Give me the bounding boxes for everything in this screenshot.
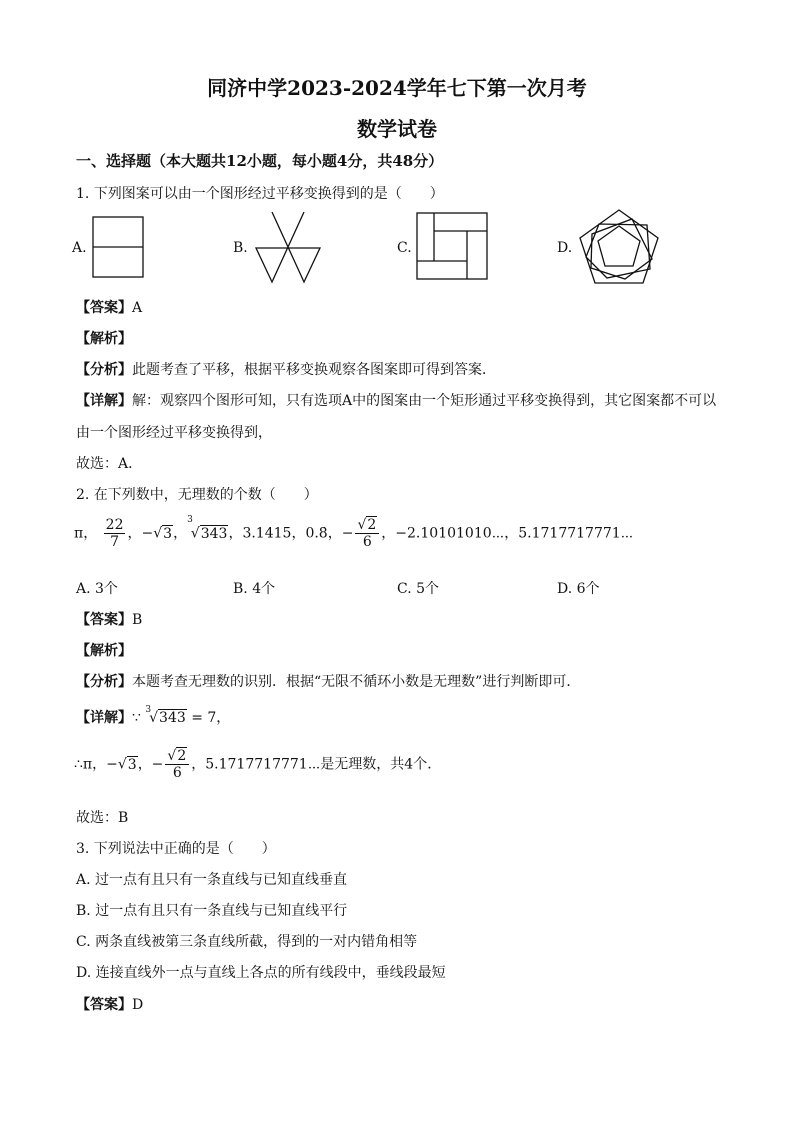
q2-option-d: D. 6个	[557, 581, 600, 597]
fraction-22-7: $\frac{22}{7}$	[105, 517, 124, 551]
fraction-sqrt2-6-conclusion: $\frac{√2}{6}$	[165, 748, 189, 781]
q1-option-a-label: A.	[72, 240, 87, 256]
q3-option-b: B. 过一点有且只有一条直线与已知直线平行	[76, 903, 348, 919]
q3-answer: 【答案】D	[76, 997, 144, 1013]
q3-option-c: C. 两条直线被第三条直线所截，得到的一对内错角相等	[76, 934, 418, 950]
page-subtitle: 数学试卷	[357, 117, 437, 141]
q2-option-a: A. 3个	[76, 581, 118, 597]
page-title: 同济中学2023-2024学年七下第一次月考	[207, 76, 587, 100]
q2-choose: 故选：B	[76, 810, 129, 826]
q1-choose: 故选：A．	[76, 456, 143, 472]
q3-stem: 3. 下列说法中正确的是（ ）	[76, 841, 276, 857]
q1-answer: 【答案】A	[76, 300, 143, 316]
q2-answer: 【答案】B	[76, 612, 143, 628]
q1-figure-b	[250, 208, 326, 286]
section-heading: 一、选择题（本大题共12小题，每小题4分，共48分）	[76, 152, 444, 170]
q3-option-d: D. 连接直线外一点与直线上各点的所有线段中，垂线段最短	[76, 965, 446, 981]
q1-option-d-label: D.	[557, 240, 573, 256]
q1-detail-line2: 由一个图形经过平移变换得到，	[76, 425, 272, 441]
q1-figure-d	[577, 207, 661, 287]
q2-stem: 2. 在下列数中，无理数的个数（ ）	[76, 487, 318, 503]
fraction-sqrt2-6: $\frac{√2}{6}$	[355, 517, 379, 550]
q1-detail-line1: 【详解】解：观察四个图形可知，只有选项A中的图案由一个矩形通过平移变换得到，其它图案都不可以	[76, 393, 717, 409]
q2-option-c: C. 5个	[397, 581, 440, 597]
q1-analysis-tag: 【解析】	[76, 331, 132, 347]
q2-analysis-tag: 【解析】	[76, 643, 132, 659]
q2-detail: 【详解】∵ $^3$√343 = 7，	[76, 705, 231, 726]
q3-option-a: A. 过一点有且只有一条直线与已知直线垂直	[76, 872, 348, 888]
q2-option-b: B. 4个	[233, 581, 276, 597]
q1-stem: 1. 下列图案可以由一个图形经过平移变换得到的是（ ）	[76, 186, 444, 202]
q2-conclusion: ∴π，−√3，− $\frac{√2}{6}$ ，5.1717717771⋯是无理数，共4个．	[74, 748, 442, 782]
q2-number-list: π， $\frac{22}{7}$ ，−√3，$^3$√343，3.1415，0.8̇，− $\frac{√2}{6}$ ，−2.10101010⋯，5.1717717771⋯	[74, 515, 634, 551]
q1-fenxi: 【分析】此题考查了平移，根据平移变换观察各图案即可得到答案．	[76, 362, 496, 378]
q1-option-c-label: C.	[397, 240, 412, 256]
q2-fenxi: 【分析】本题考查无理数的识别．根据“无限不循环小数是无理数”进行判断即可．	[76, 674, 581, 690]
q1-figure-c	[414, 210, 490, 282]
q1-option-b-label: B.	[233, 240, 248, 256]
q1-figure-a	[90, 214, 146, 280]
